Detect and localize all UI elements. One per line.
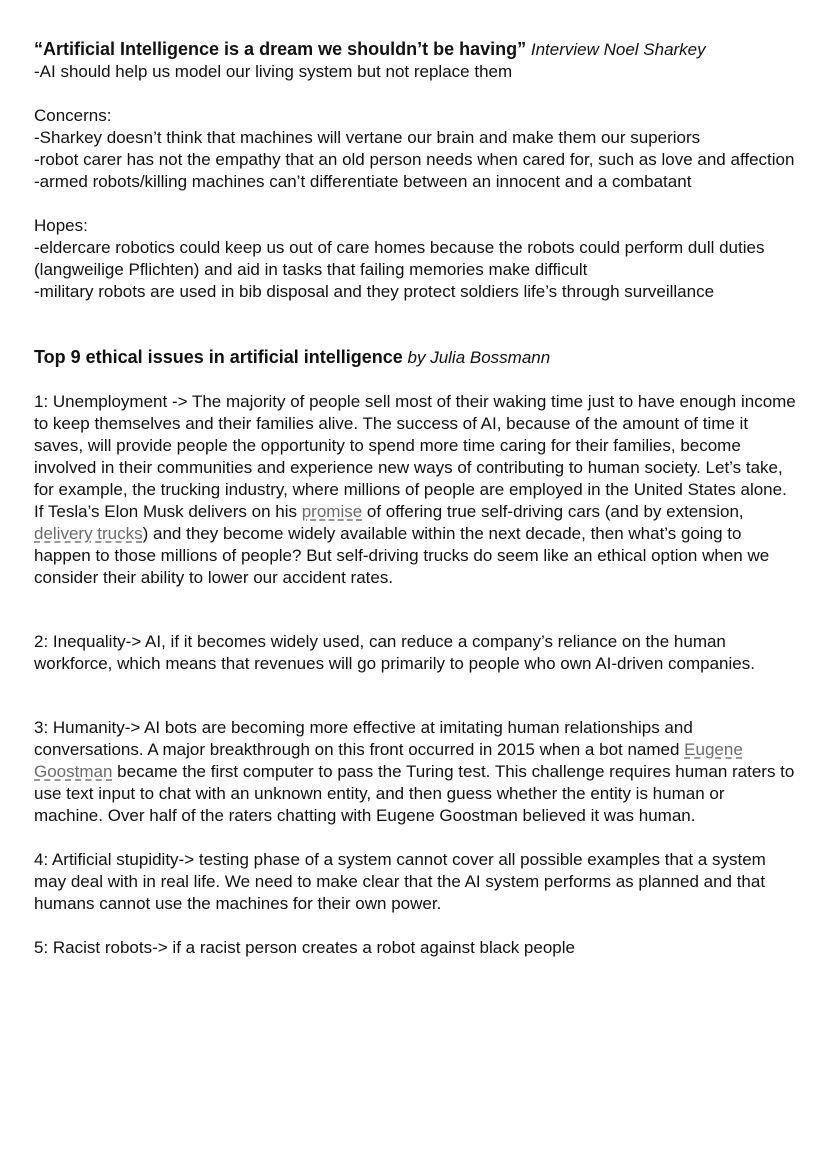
spacer [34,303,798,346]
issue-4-paragraph: 4: Artificial stupidity-> testing phase of a system cannot cover all possible examples that a system may deal with in real life. We need to make clear that the AI system performs as planned and that humans cannot use the machines for their own power. [34,850,766,913]
concerns-heading: Concerns: [34,106,112,125]
concern-item: -robot carer has not the empathy that an old person needs when cared for, such as love and affection [34,150,795,169]
issue-1-text: ) and they become widely available within the next decade, then what’s going to happen to those millions of people? But self-driving trucks do seem like an ethical option when we consider their ability to lower our accident rates. [34,524,770,587]
hope-item: -eldercare robotics could keep us out of care homes because the robots could perform dull duties (langweilige Pflichten) and aid in tasks that failing memories make difficult [34,238,765,279]
delivery-trucks-link[interactable]: delivery trucks [34,524,143,543]
section-2-title: Top 9 ethical issues in artificial intelligence [34,347,403,367]
issue-1-paragraph [34,391,798,589]
issue-3-paragraph [34,717,798,827]
issue-5-paragraph: 5: Racist robots-> if a racist person creates a robot against black people [34,938,575,957]
spacer [34,83,798,105]
spacer [34,589,798,631]
issue-3-text: became the first computer to pass the Turing test. This challenge requires human raters to use text input to chat with an unknown entity, and then guess whether the entity is human or machine. Over half of the raters chatting with Eugene Goostman believed it was human. [34,762,795,825]
spacer [34,827,798,849]
issue-3-text: 3: Humanity-> AI bots are becoming more effective at imitating human relationships and conversations. A major breakthrough on this front occurred in 2015 when a bot named [34,718,693,759]
hopes-heading: Hopes: [34,216,88,235]
section-1-summary: -AI should help us model our living system but not replace them [34,62,513,81]
spacer [34,193,798,215]
hope-item: -military robots are used in bib disposal and they protect soldiers life’s through surveillance [34,282,715,301]
spacer [34,915,798,937]
section-1-title: “Artificial Intelligence is a dream we shouldn’t be having” [34,39,527,59]
issue-2-paragraph: 2: Inequality-> AI, if it becomes widely used, can reduce a company’s reliance on the human workforce, which means that revenues will go primarily to people who own AI-driven companies. [34,632,755,673]
concern-item: -Sharkey doesn’t think that machines will vertane our brain and make them our superiors [34,128,701,147]
spacer [34,675,798,717]
section-2-byline: by Julia Bossmann [407,348,551,367]
promise-link[interactable]: promise [301,502,363,521]
spacer [34,369,798,391]
eugene-goostman-link[interactable]: Eugene Goostman [34,740,743,781]
issue-1-text: 1: Unemployment -> The majority of people sell most of their waking time just to have enough income to keep themselves and their families alive. The success of AI, because of the amount of time it saves, will provide people the opportunity to spend more time caring for their families, become involved in their communities and experience new ways of contributing to human society. Let’s take, for example, the trucking industry, where millions of people are employed in the United States alone. If Tesla’s Elon Musk delivers on his [34,392,796,521]
document-page [34,38,798,959]
concern-item: -armed robots/killing machines can’t differentiate between an innocent and a combatant [34,172,692,191]
section-1-heading [34,38,798,61]
section-1-byline: Interview Noel Sharkey [530,40,706,59]
section-2-heading [34,346,798,369]
issue-1-text: of offering true self-driving cars (and by extension, [362,502,744,521]
